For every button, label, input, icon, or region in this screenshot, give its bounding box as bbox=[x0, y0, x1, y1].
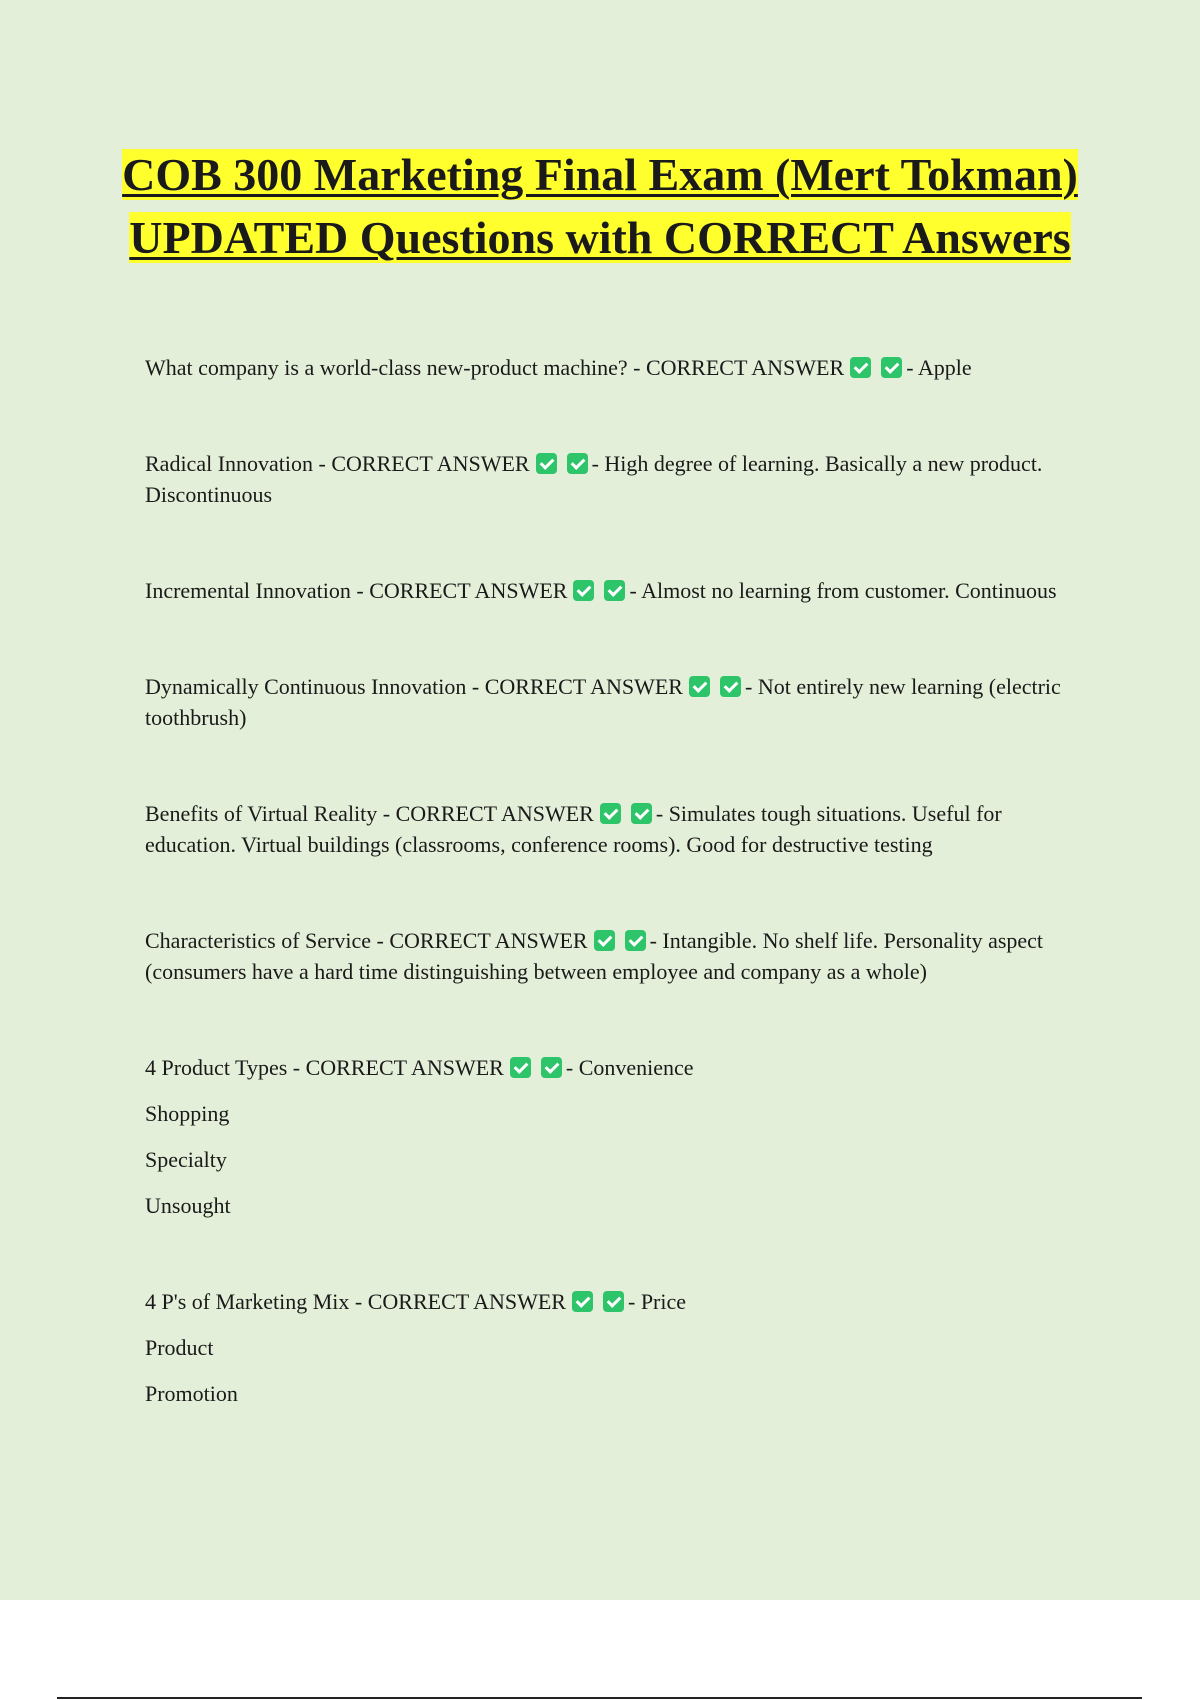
answer-text: Intangible. No shelf life. Personality aspect (consumers have a hard time distinguishing between employee and company as a whole) bbox=[145, 928, 1044, 984]
answer-text: High degree of learning. Basically a new product. Discontinuous bbox=[145, 451, 1043, 507]
qa-line bbox=[145, 1052, 1095, 1083]
answer-text: Not entirely new learning (electric toothbrush) bbox=[145, 674, 1061, 730]
qa-line bbox=[145, 925, 1095, 987]
separator: - bbox=[376, 928, 384, 953]
separator: - bbox=[906, 355, 914, 380]
separator: - bbox=[471, 674, 480, 699]
separator: - bbox=[318, 451, 326, 476]
correct-answer-marker: CORRECT ANSWER bbox=[367, 1289, 566, 1314]
check-mark-icon bbox=[600, 803, 621, 824]
question-term: Radical Innovation bbox=[145, 451, 314, 476]
answer-text: Apple bbox=[917, 355, 972, 380]
check-mark-icon bbox=[594, 930, 615, 951]
question-term: Benefits of Virtual Reality bbox=[145, 801, 378, 826]
correct-answer-marker: CORRECT ANSWER bbox=[389, 928, 588, 953]
separator: - bbox=[565, 1055, 574, 1080]
separator: - bbox=[655, 801, 664, 826]
qa-line bbox=[145, 448, 1095, 510]
answer-list-line: Specialty bbox=[145, 1147, 227, 1172]
qa-item bbox=[145, 575, 1095, 606]
answer-text: Simulates tough situations. Useful for education. Virtual buildings (classrooms, conference rooms). Good for destructive testing bbox=[145, 801, 1002, 857]
correct-answer-marker: CORRECT ANSWER bbox=[484, 674, 683, 699]
check-mark-icon bbox=[720, 676, 741, 697]
check-mark-icon bbox=[603, 1291, 624, 1312]
check-mark-icon bbox=[536, 453, 557, 474]
question-term: Incremental Innovation bbox=[145, 578, 351, 603]
check-mark-icon bbox=[572, 1291, 593, 1312]
qa-line bbox=[145, 1286, 1095, 1317]
separator: - bbox=[382, 801, 391, 826]
qa-item bbox=[145, 671, 1095, 733]
answer-text: Almost no learning from customer. Continuous bbox=[641, 578, 1057, 603]
qa-line bbox=[145, 671, 1095, 733]
qa-item bbox=[145, 925, 1095, 987]
answer-list-line: Product bbox=[145, 1335, 214, 1360]
document-title-text: COB 300 Marketing Final Exam (Mert Tokman) UPDATED Questions with CORRECT Answers bbox=[122, 149, 1078, 263]
separator: - bbox=[292, 1055, 301, 1080]
check-mark-icon bbox=[689, 676, 710, 697]
question-term: What company is a world-class new-product machine? bbox=[145, 355, 628, 380]
check-mark-icon bbox=[625, 930, 646, 951]
separator: - bbox=[627, 1289, 636, 1314]
answer-list-line: Unsought bbox=[145, 1193, 231, 1218]
qa-line bbox=[145, 352, 1095, 383]
answer-list-line: Shopping bbox=[145, 1101, 230, 1126]
qa-item bbox=[145, 352, 1095, 383]
separator: - bbox=[649, 928, 657, 953]
correct-answer-marker: CORRECT ANSWER bbox=[645, 355, 845, 380]
check-mark-icon bbox=[510, 1057, 531, 1078]
check-mark-icon bbox=[850, 357, 871, 378]
correct-answer-marker: CORRECT ANSWER bbox=[395, 801, 594, 826]
qa-item bbox=[145, 798, 1095, 860]
separator: - bbox=[633, 355, 641, 380]
qa-item bbox=[145, 1286, 1095, 1409]
question-term: 4 Product Types bbox=[145, 1055, 288, 1080]
document-title bbox=[100, 143, 1100, 269]
check-mark-icon bbox=[567, 453, 588, 474]
question-term: Dynamically Continuous Innovation bbox=[145, 674, 467, 699]
answer-list-line: Promotion bbox=[145, 1381, 238, 1406]
footer-rule bbox=[57, 1697, 1142, 1699]
question-term: 4 P's of Marketing Mix bbox=[145, 1289, 350, 1314]
check-mark-icon bbox=[541, 1057, 562, 1078]
check-mark-icon bbox=[573, 580, 594, 601]
qa-item bbox=[145, 1052, 1095, 1221]
question-term: Characteristics of Service bbox=[145, 928, 372, 953]
answer-text: Price bbox=[640, 1289, 687, 1314]
qa-line bbox=[145, 575, 1095, 606]
qa-item bbox=[145, 448, 1095, 510]
correct-answer-marker: CORRECT ANSWER bbox=[305, 1055, 504, 1080]
answer-text: Convenience bbox=[578, 1055, 694, 1080]
check-mark-icon bbox=[604, 580, 625, 601]
qa-line bbox=[145, 798, 1095, 860]
check-mark-icon bbox=[631, 803, 652, 824]
correct-answer-marker: CORRECT ANSWER bbox=[369, 578, 568, 603]
separator: - bbox=[744, 674, 753, 699]
separator: - bbox=[356, 578, 364, 603]
separator: - bbox=[354, 1289, 363, 1314]
correct-answer-marker: CORRECT ANSWER bbox=[331, 451, 530, 476]
check-mark-icon bbox=[881, 357, 902, 378]
qa-list bbox=[145, 352, 1095, 1474]
separator: - bbox=[591, 451, 599, 476]
separator: - bbox=[629, 578, 637, 603]
